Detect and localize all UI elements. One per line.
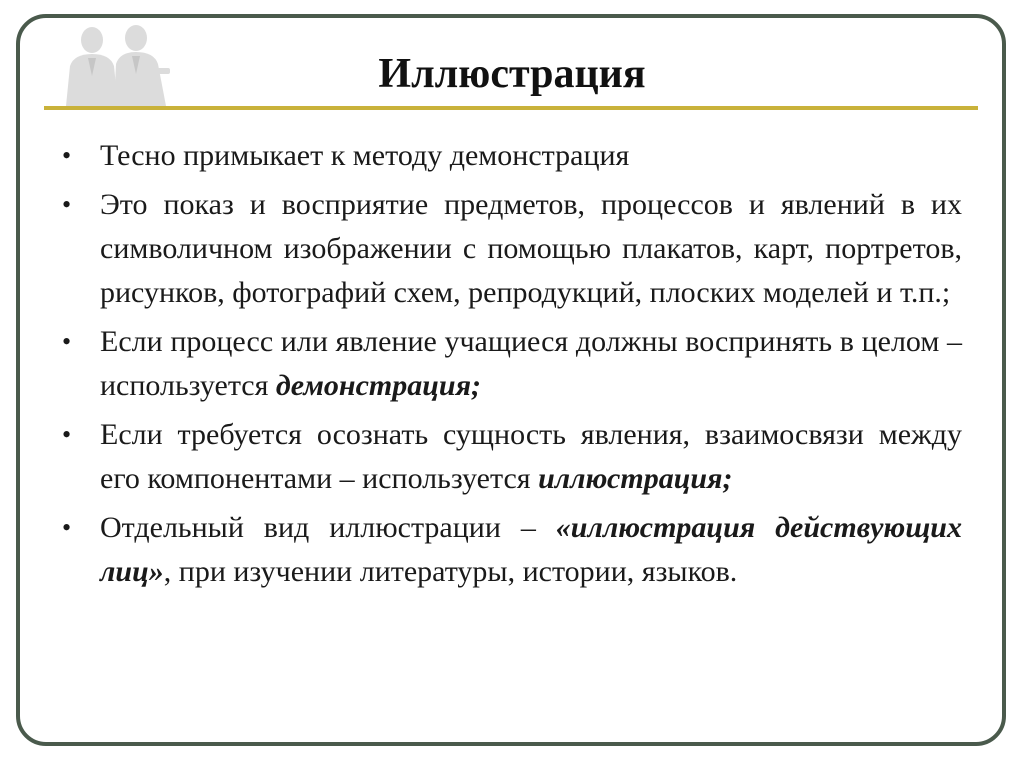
bullet-item [62, 413, 962, 501]
bullet-item [62, 134, 962, 178]
bullet-text: Если требуется осознать сущность явления, взаимосвязи между его компонентами – используется [100, 418, 962, 495]
bullet-dot-icon: • [62, 420, 72, 449]
bullet-dot-icon: • [62, 513, 72, 542]
bullet-text: Если процесс или явление учащиеся должны воспринять в целом – используется [100, 325, 962, 402]
bullet-dot-icon: • [62, 141, 72, 170]
bullet-item [62, 320, 962, 408]
emphasized-text: иллюстрация; [538, 462, 733, 495]
title-divider [44, 106, 978, 110]
bullet-dot-icon: • [62, 327, 72, 356]
slide-title: Иллюстрация [378, 51, 646, 97]
emphasized-text: «иллюстрация действующих лиц» [100, 511, 962, 588]
emphasized-text: демонстрация; [275, 369, 482, 402]
bullet-text: Отдельный вид иллюстрации – [100, 511, 556, 544]
bullet-item [62, 183, 962, 315]
bullet-dot-icon: • [62, 190, 72, 219]
bullet-item [62, 506, 962, 594]
bullet-text: Тесно примыкает к методу демонстрация [100, 139, 630, 172]
bullet-text: , при изучении литературы, истории, языков. [163, 555, 738, 588]
bullet-list [62, 134, 962, 599]
bullet-text: Это показ и восприятие предметов, процессов и явлений в их символичном изображении с помощью плакатов, карт, портретов, рисунков, фотографий схем, репродукций, плоских моделей и т.п.; [100, 188, 962, 309]
